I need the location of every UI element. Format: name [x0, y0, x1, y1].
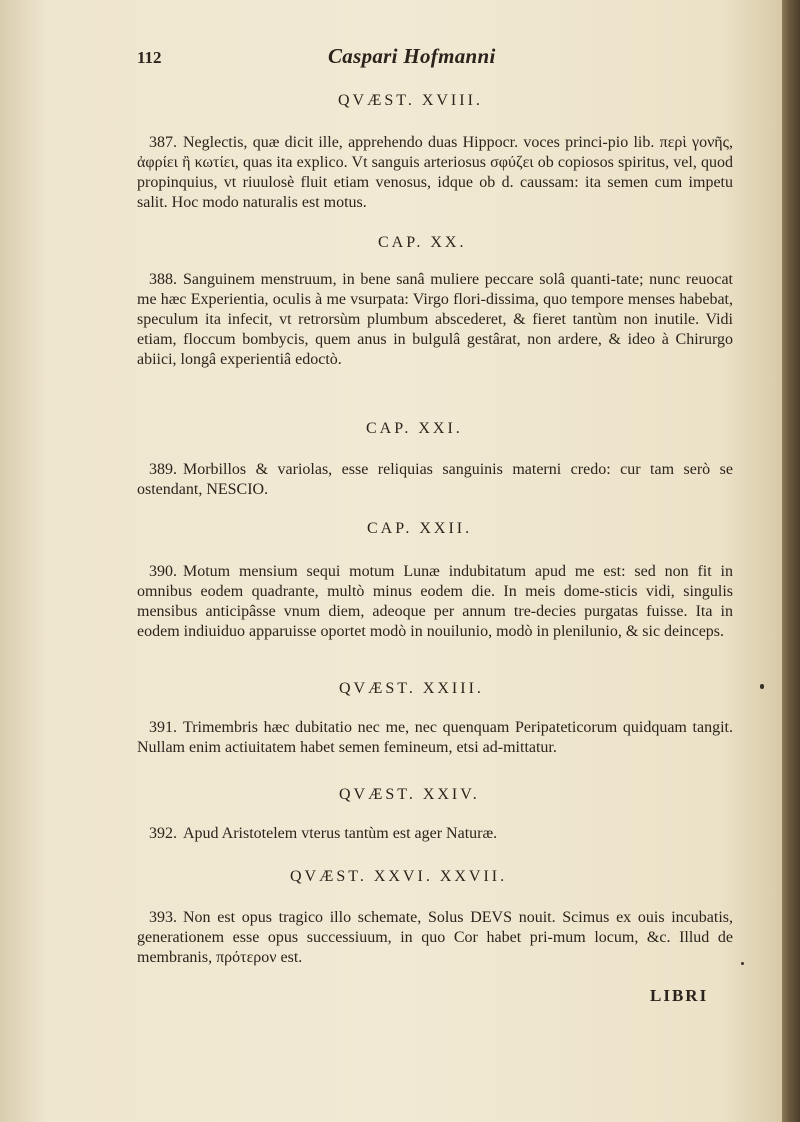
section-heading: CAP. XXII. — [367, 520, 473, 537]
paragraph-number: 393. — [149, 909, 177, 926]
section-heading: QVÆST. XXIII. — [339, 680, 484, 697]
section-heading: QVÆST. XXVI. XXVII. — [290, 868, 508, 885]
paragraph-text: Apud Aristotelem vterus tantùm est ager Naturæ. — [183, 825, 498, 842]
paragraph-text: Trimembris hæc dubitatio nec me, nec quenquam Peripateticorum quidquam tangit. Nullam enim actiuitatem habet semen femineum, etsi ad-mittatur. — [137, 719, 733, 756]
paragraph-number: 387. — [149, 134, 177, 151]
ink-speck — [760, 684, 764, 689]
paragraph-text: Sanguinem menstruum, in bene sanâ muliere peccare solâ quanti-tate; nunc reuocat me hæc Experientia, oculis à me vsurpata: Virgo flori-dissima, quo tempore menses habebat, speculum ita infecit, vt retrorsùm plumbum abscederet, & fieret tantùm non inutile. Vidi etiam, floccum bombycis, quem anus in bulgulâ gestârat, non ardere, & ideo à Chirurgo abiici, longâ experientiâ edoctò. — [137, 271, 733, 368]
paragraph-389 — [137, 460, 733, 500]
section-heading: QVÆST. XXIV. — [339, 786, 480, 803]
paragraph-number: 389. — [149, 461, 177, 478]
paragraph-text: Non est opus tragico illo schemate, Solus DEVS nouit. Scimus ex ouis incubatis, generationem esse opus successiuum, in quo Cor habet pri-mum locum, &c. Illud de membranis, πρότερον est. — [137, 909, 733, 966]
paragraph-391 — [137, 718, 733, 758]
ink-speck — [741, 962, 744, 965]
book-spine-edge — [782, 0, 800, 1122]
paragraph-number: 392. — [149, 825, 177, 842]
paragraph-387 — [137, 133, 733, 213]
section-heading: CAP. XX. — [378, 234, 467, 251]
paragraph-number: 390. — [149, 563, 177, 580]
paragraph-392 — [137, 824, 733, 844]
page-header — [0, 44, 782, 74]
paragraph-text: Motum mensium sequi motum Lunæ indubitatum apud me est: sed non fit in omnibus eodem quadrante, multò minus eodem die. In meis dome-sticis vidi, singulis mensibus anticipâsse vnum diem, adeoque per annum tre-decies purgatas fuisse. Ita in eodem indiuiduo apparuisse oportet modò in nouilunio, modò in plenilunio, & sic deinceps. — [137, 563, 733, 640]
paragraph-text: Neglectis, quæ dicit ille, apprehendo duas Hippocr. voces princi-pio lib. περὶ γονῆς, ἀφρίει ἢ κωτίει, quas ita explico. Vt sanguis arteriosus σφύζει ob copiosos spiritus, vel, quod propinquius, vt riuulosè fluit etiam venosus, idque ob d. caussam: ita semen cum impetu salit. Hoc modo naturalis est motus. — [137, 134, 733, 211]
section-heading: QVÆST. XVIII. — [338, 92, 483, 109]
running-title: Caspari Hofmanni — [328, 44, 496, 68]
catchword: LIBRI — [650, 986, 709, 1005]
paragraph-393 — [137, 908, 733, 968]
paragraph-390 — [137, 562, 733, 642]
paragraph-number: 391. — [149, 719, 177, 736]
paragraph-388 — [137, 270, 733, 370]
paragraph-number: 388. — [149, 271, 177, 288]
section-heading: CAP. XXI. — [366, 420, 463, 437]
paragraph-text: Morbillos & variolas, esse reliquias sanguinis materni credo: cur tam serò se ostendant, NESCIO. — [137, 461, 733, 498]
page-number: 112 — [137, 48, 162, 67]
